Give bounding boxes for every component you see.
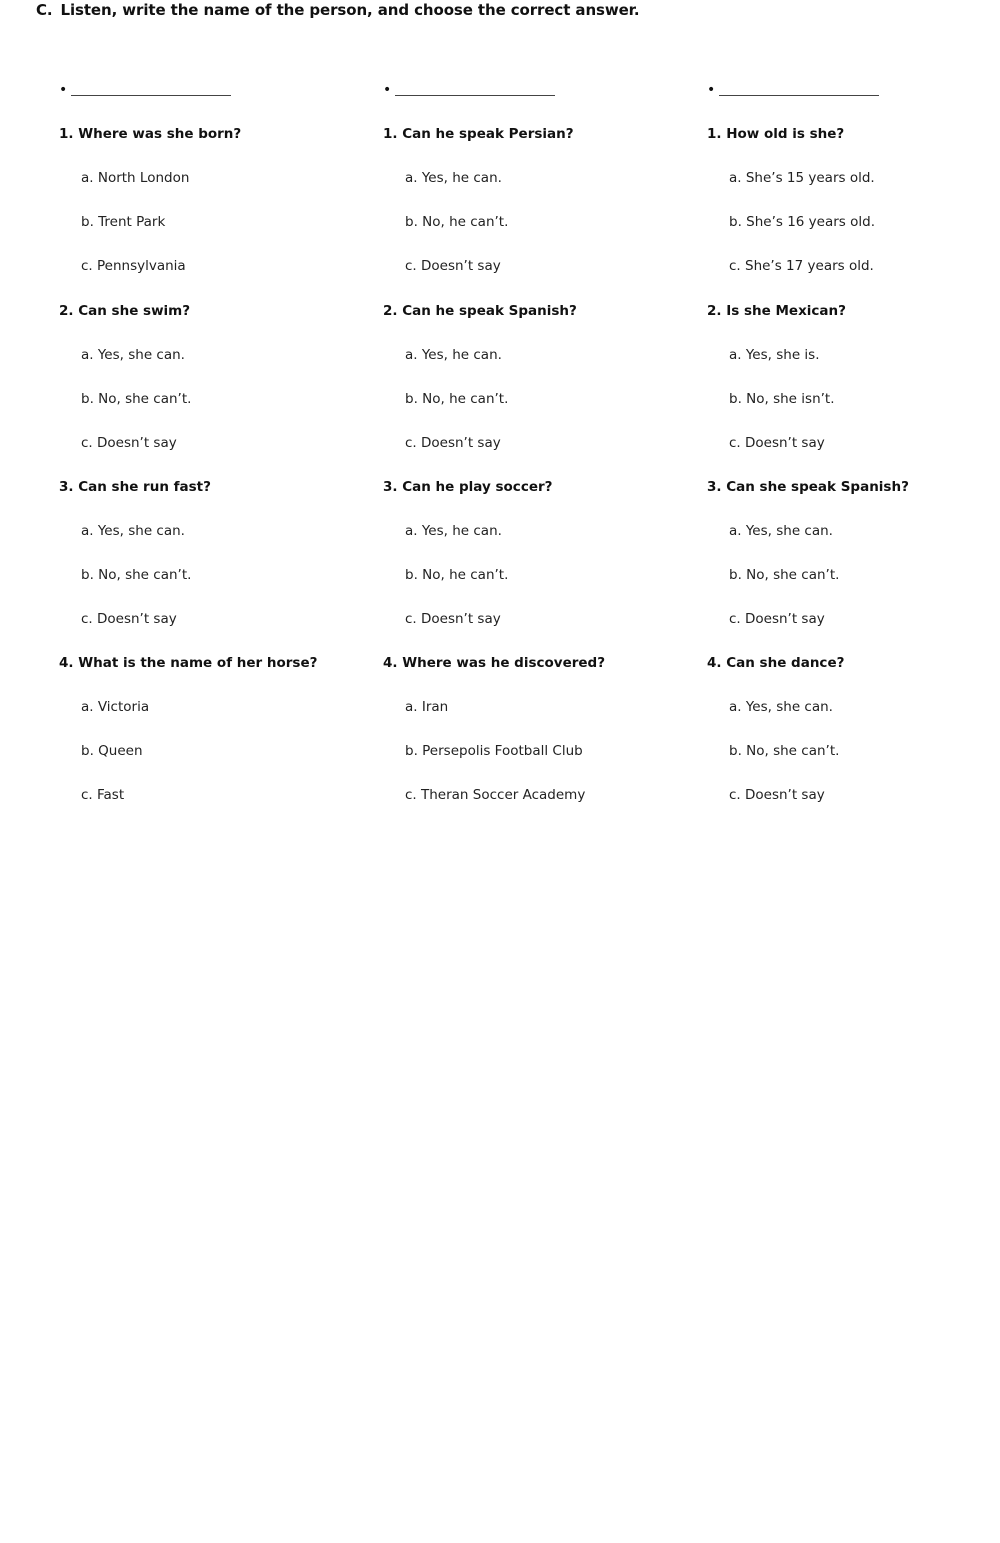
option-c[interactable]: c. Doesn’t say bbox=[405, 435, 501, 451]
option-b[interactable]: b. No, he can’t. bbox=[405, 567, 509, 583]
option-a[interactable]: a. Yes, she can. bbox=[81, 523, 185, 539]
option-b[interactable]: b. She’s 16 years old. bbox=[729, 214, 875, 230]
name-blank[interactable] bbox=[71, 95, 231, 96]
option-c[interactable]: c. Doesn’t say bbox=[405, 611, 501, 627]
option-a[interactable]: a. Yes, she can. bbox=[729, 523, 833, 539]
option-c[interactable]: c. Doesn’t say bbox=[729, 435, 825, 451]
question-2: 2. Is she Mexican? bbox=[707, 303, 846, 319]
question-1: 1. How old is she? bbox=[707, 126, 845, 142]
question-1: 1. Where was she born? bbox=[59, 126, 242, 142]
option-a[interactable]: a. Yes, she can. bbox=[81, 347, 185, 363]
option-a[interactable]: a. Yes, he can. bbox=[405, 170, 502, 186]
option-a[interactable]: a. North London bbox=[81, 170, 190, 186]
option-b[interactable]: b. No, she can’t. bbox=[729, 743, 840, 759]
option-c[interactable]: c. She’s 17 years old. bbox=[729, 258, 874, 274]
option-c[interactable]: c. Doesn’t say bbox=[729, 787, 825, 803]
name-blank[interactable] bbox=[719, 95, 879, 96]
bullet-icon: • bbox=[383, 82, 392, 98]
question-2: 2. Can she swim? bbox=[59, 303, 191, 319]
instruction-heading bbox=[36, 1, 639, 19]
option-b[interactable]: b. No, she can’t. bbox=[81, 391, 192, 407]
option-c[interactable]: c. Doesn’t say bbox=[81, 435, 177, 451]
option-a[interactable]: a. Victoria bbox=[81, 699, 150, 715]
option-c[interactable]: c. Doesn’t say bbox=[729, 611, 825, 627]
option-a[interactable]: a. She’s 15 years old. bbox=[729, 170, 875, 186]
option-c[interactable]: c. Pennsylvania bbox=[81, 258, 186, 274]
question-1: 1. Can he speak Persian? bbox=[383, 126, 574, 142]
option-b[interactable]: b. No, he can’t. bbox=[405, 214, 509, 230]
question-2: 2. Can he speak Spanish? bbox=[383, 303, 577, 319]
question-4: 4. Where was he discovered? bbox=[383, 655, 606, 671]
option-a[interactable]: a. Yes, he can. bbox=[405, 523, 502, 539]
option-a[interactable]: a. Yes, she is. bbox=[729, 347, 820, 363]
option-b[interactable]: b. Trent Park bbox=[81, 214, 166, 230]
option-c[interactable]: c. Doesn’t say bbox=[81, 611, 177, 627]
question-4: 4. Can she dance? bbox=[707, 655, 845, 671]
section-letter: C. bbox=[36, 1, 53, 19]
question-3: 3. Can she speak Spanish? bbox=[707, 479, 909, 495]
bullet-icon: • bbox=[707, 82, 716, 98]
name-blank[interactable] bbox=[395, 95, 555, 96]
option-b[interactable]: b. No, she isn’t. bbox=[729, 391, 835, 407]
option-b[interactable]: b. Queen bbox=[81, 743, 143, 759]
question-4: 4. What is the name of her horse? bbox=[59, 655, 318, 671]
question-3: 3. Can she run fast? bbox=[59, 479, 211, 495]
option-a[interactable]: a. Iran bbox=[405, 699, 449, 715]
option-b[interactable]: b. Persepolis Football Club bbox=[405, 743, 583, 759]
option-b[interactable]: b. No, he can’t. bbox=[405, 391, 509, 407]
instruction-text: Listen, write the name of the person, and choose the correct answer. bbox=[60, 1, 640, 19]
option-c[interactable]: c. Doesn’t say bbox=[405, 258, 501, 274]
option-b[interactable]: b. No, she can’t. bbox=[81, 567, 192, 583]
option-a[interactable]: a. Yes, he can. bbox=[405, 347, 502, 363]
bullet-icon: • bbox=[59, 82, 68, 98]
option-c[interactable]: c. Fast bbox=[81, 787, 125, 803]
option-a[interactable]: a. Yes, she can. bbox=[729, 699, 833, 715]
option-b[interactable]: b. No, she can’t. bbox=[729, 567, 840, 583]
option-c[interactable]: c. Theran Soccer Academy bbox=[405, 787, 586, 803]
question-3: 3. Can he play soccer? bbox=[383, 479, 553, 495]
